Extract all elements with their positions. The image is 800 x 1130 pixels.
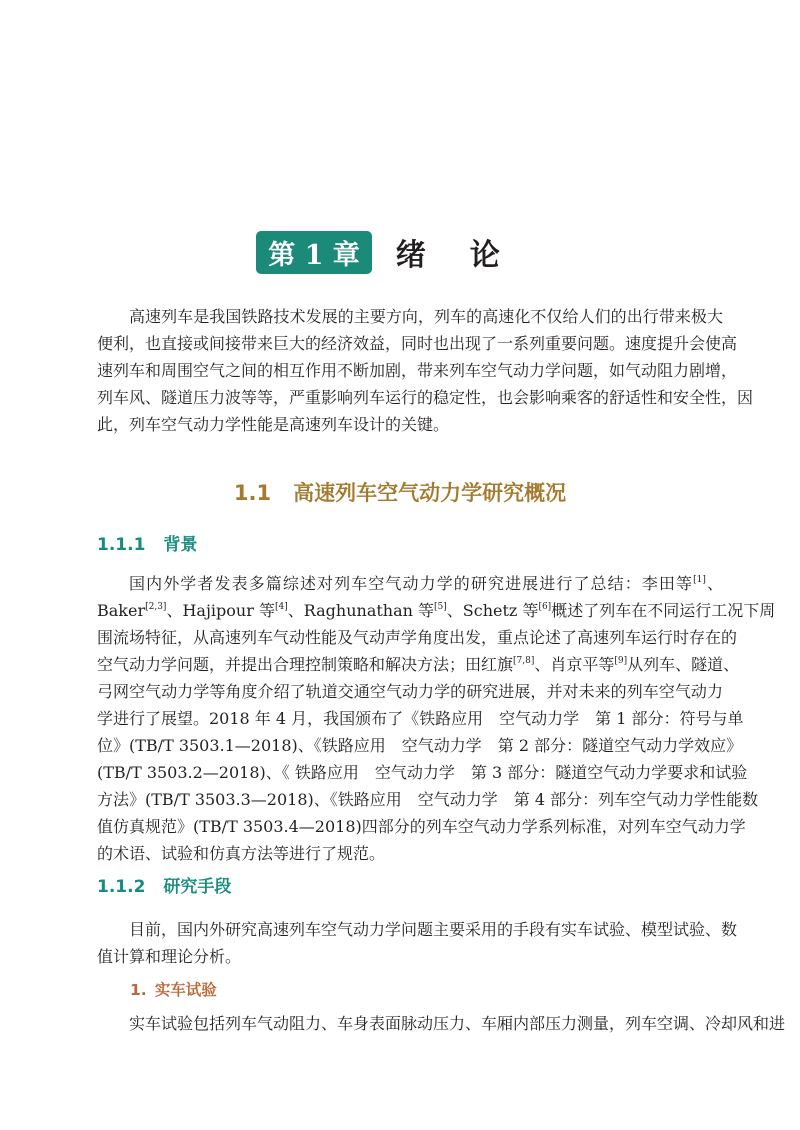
text-run: 方法》(TB/T 3503.3—2018)、《铁路应用 空气动力学 第 4 部分：列车空气动力学性能数 [97,790,759,809]
text-line [97,330,738,357]
item-title: 实车试验 [154,981,217,999]
text-line [97,786,759,813]
text-line [97,943,723,970]
text-line [97,732,743,759]
text-run: 值计算和理论分析。 [97,947,242,966]
text-run: 、肖京平等 [534,655,615,674]
text-run: 值仿真规范》(TB/T 3503.4—2018)四部分的列车空气动力学系列标准，对列车空气动力学 [97,817,746,836]
citation-superscript: [2,3] [145,602,167,612]
text-line [97,759,748,786]
text-run: (TB/T 3503.2—2018)、《 铁路应用 空气动力学 第 3 部分：隧道空气动力学要求和试验 [97,763,748,782]
text-line [97,357,738,384]
item-number: 1. [130,981,147,999]
citation-superscript: [4] [274,602,288,612]
subsection-title: 研究手段 [163,877,232,897]
text-run: 概述了列车在不同运行工况下周 [551,601,776,620]
text-run: 国内外学者发表多篇综述对列车空气动力学的研究进展进行了总结：李田等 [129,574,694,593]
text-run: Baker [97,601,146,620]
text-run: 目前，国内外研究高速列车空气动力学问题主要采用的手段有实车试验、模型试验、数 [129,920,738,939]
text-run: 列车风、隧道压力波等等，严重影响列车运行的稳定性，也会影响乘客的舒适性和安全性，因 [97,388,754,407]
citation-superscript: [6] [538,602,552,612]
text-run: 位》(TB/T 3503.1—2018)、《铁路应用 空气动力学 第 2 部分：隧道空气动力学效应》 [97,736,743,755]
text-line [97,1010,786,1037]
text-line [97,651,740,678]
section-heading [0,480,800,506]
chapter-title: 绪论 [395,238,544,273]
text-run: 速列车和周围空气之间的相互作用不断加剧，带来列车空气动力学问题，如气动阻力剧增， [97,361,738,380]
text-run: 学进行了展望。2018 年 4 月，我国颁布了《铁路应用 空气动力学 第 1 部分：符号与单 [97,709,744,728]
chapter-number-badge: 第 1 章 [256,231,372,274]
citation-superscript: [1] [693,575,706,585]
text-run: 围流场特征，从高速列车气动性能及气动声学角度出发，重点论述了高速列车运行时存在的 [97,628,738,647]
text-line [97,384,754,411]
subsection-title: 背景 [163,535,198,555]
text-run: 实车试验包括列车气动阻力、车身表面脉动压力、车厢内部压力测量，列车空调、冷却风和进 [129,1014,786,1033]
citation-superscript: [5] [434,602,447,612]
text-line [97,813,746,840]
subsection-heading-background [97,534,197,556]
chapter-heading [0,230,800,274]
background-paragraph [97,570,776,867]
text-run: 、Raghunathan 等 [287,601,435,620]
text-run: 高速列车是我国铁路技术发展的主要方向，列车的高速化不仅给人们的出行带来极大 [129,307,723,326]
text-line [97,597,776,624]
text-run: 的术语、试验和仿真方法等进行了规范。 [97,844,386,863]
citation-superscript: [7,8] [513,656,535,666]
intro-paragraph [97,303,754,438]
subsection-number: 1.1.1 [97,535,146,555]
item-heading-field-test [130,980,217,1000]
text-line [97,570,723,597]
subsection-heading-methods [97,876,231,898]
text-line [97,624,738,651]
text-run: 此，列车空气动力学性能是高速列车设计的关键。 [97,415,450,434]
methods-paragraph [97,916,738,970]
citation-superscript: [9] [614,656,628,666]
text-run: 、 [705,574,723,593]
text-run: 、Hajipour 等 [166,601,275,620]
text-run: 便利，也直接或间接带来巨大的经济效益，同时也出现了一系列重要问题。速度提升会使高 [97,334,738,353]
text-line [97,705,744,732]
text-run: 弓网空气动力学等角度介绍了轨道交通空气动力学的研究进展，并对未来的列车空气动力 [97,682,723,701]
text-line [97,303,723,330]
text-line [97,678,723,705]
section-title: 高速列车空气动力学研究概况 [293,481,567,505]
text-line [97,916,738,943]
subsection-number: 1.1.2 [97,877,146,897]
text-line [97,411,723,438]
text-line [97,840,723,867]
text-run: 从列车、隧道、 [627,655,740,674]
field-test-paragraph [97,1010,786,1037]
text-run: 空气动力学问题，并提出合理控制策略和解决方法；田红旗 [97,655,514,674]
section-number: 1.1 [233,481,272,505]
text-run: 、Schetz 等 [446,601,539,620]
